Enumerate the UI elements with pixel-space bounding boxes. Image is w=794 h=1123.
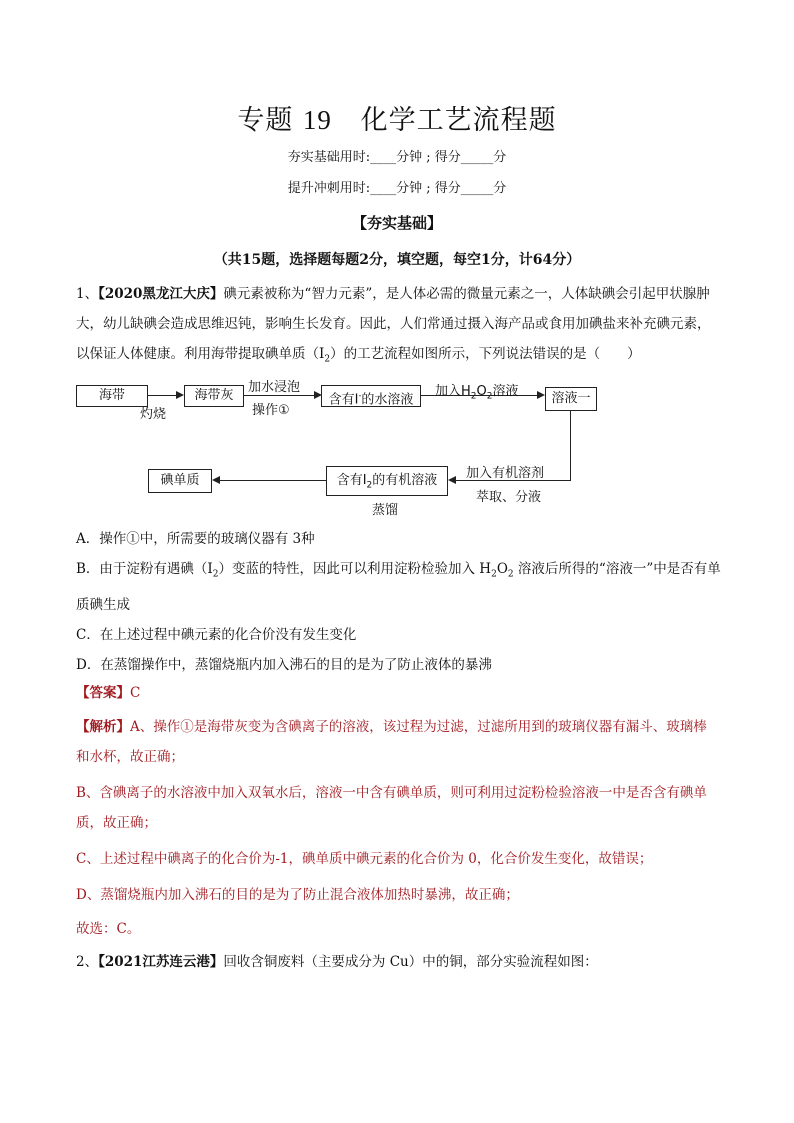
page-title bbox=[0, 98, 794, 137]
option-c: C．在上述过程中碘元素的化合价没有发生变化 bbox=[76, 626, 357, 643]
flow-label-ash: 灼烧 bbox=[140, 407, 167, 422]
q1-stem-l3-sub: 2 bbox=[324, 354, 331, 365]
flow-arrowhead-4 bbox=[448, 476, 456, 484]
analysis-a-line2: 和水杯，故正确； bbox=[76, 749, 184, 765]
q2-stem bbox=[76, 947, 726, 977]
box5-b: 的有机溶液 bbox=[372, 473, 438, 488]
q1-stem-text1: 碘元素被称为“智力元素”，是人体必需的微量元素之一，人体缺碘会引起甲状腺肿 bbox=[223, 286, 710, 302]
time-line-basic: 夯实基础用时:____分钟 ; 得分_____分 bbox=[287, 150, 507, 165]
box3-b: 的水溶液 bbox=[361, 392, 414, 408]
opt-b-s2: 2 bbox=[507, 569, 514, 580]
flow-label-extract: 萃取、分液 bbox=[476, 490, 542, 505]
box5-sub: 2 bbox=[366, 480, 373, 491]
q2-stem-text: 回收含铜废料（主要成分为 Cu）中的铜，部分实验流程如图： bbox=[223, 954, 598, 970]
opt-b-c: O bbox=[496, 561, 508, 577]
flow-box-solution-one: 溶液一 bbox=[545, 387, 597, 411]
analysis-tag: 【解析】 bbox=[76, 719, 130, 735]
flow-box-ash: 海带灰 bbox=[184, 385, 244, 407]
q1-stem-l3a: 以保证人体健康。利用海带提取碘单质（I bbox=[76, 346, 325, 362]
option-a: A．操作①中，所需要的玻璃仪器有 3种 bbox=[76, 531, 315, 547]
analysis-a-line1 bbox=[76, 712, 726, 742]
analysis-b-line2: 质，故正确； bbox=[76, 815, 157, 831]
q1-options bbox=[76, 524, 726, 680]
title-number: 19 bbox=[302, 105, 332, 135]
flow-box-seaweed: 海带 bbox=[76, 385, 148, 407]
q1-stem-line1 bbox=[76, 279, 726, 309]
q1-source: 【2020黑龙江大庆】 bbox=[98, 286, 224, 302]
analysis-c: C、上述过程中碘离子的化合价为-1，碘单质中碘元素的化合价为 0，化合价发生变化，故错误； bbox=[76, 851, 653, 867]
h2o2-s1: 2 bbox=[470, 391, 477, 402]
flow-arrowhead-5 bbox=[212, 476, 220, 484]
title-prefix: 专题 bbox=[237, 105, 294, 136]
q2-number: 2、 bbox=[76, 954, 99, 970]
option-d: D．在蒸馏操作中，蒸馏烧瓶内加入沸石的目的是为了防止液体的暴沸 bbox=[76, 656, 492, 673]
box5-a: 含有I bbox=[336, 473, 367, 488]
section-heading: 【夯实基础】 bbox=[351, 214, 442, 232]
q1-stem-l3b: ）的工艺流程如图所示，下列说法错误的是（ ） bbox=[330, 346, 641, 362]
h2o2-s2: 2 bbox=[486, 391, 493, 402]
flow-label-distill: 蒸馏 bbox=[372, 503, 399, 518]
time-line-advanced: 提升冲刺用时:____分钟 ; 得分_____分 bbox=[287, 181, 507, 196]
opt-b-d: 溶液后所得的“溶液一”中是否有单 bbox=[513, 561, 721, 577]
section-scoring: （共15题，选择题每题2分，填空题，每空1分，计64分） bbox=[213, 252, 581, 268]
flow-arrow-2 bbox=[244, 395, 316, 396]
flow-arrow-1 bbox=[148, 395, 178, 396]
flow-label-organic: 加入有机溶剂 bbox=[466, 466, 545, 481]
q1-number: 1、 bbox=[76, 286, 99, 302]
answer-tag: 【答案】 bbox=[76, 685, 130, 701]
flow-label-op1: 操作① bbox=[252, 403, 290, 418]
option-b bbox=[76, 554, 726, 590]
analysis-b-line1: B、含碘离子的水溶液中加入双氧水后，溶液一中含有碘单质，则可利用过淀粉检验溶液一中是否含有碘单 bbox=[76, 785, 707, 801]
title-main: 化学工艺流程题 bbox=[360, 105, 557, 136]
option-b-line2: 质碘生成 bbox=[76, 596, 130, 613]
analysis-a1: A、操作①是海带灰变为含碘离子的溶液，该过程为过滤，过滤所用到的玻璃仪器有漏斗、玻璃棒 bbox=[130, 719, 707, 735]
flow-label-soak: 加水浸泡 bbox=[248, 380, 301, 395]
flow-arrowhead-1 bbox=[176, 391, 184, 399]
opt-b-s1: 2 bbox=[491, 569, 497, 580]
opt-b-b: ）变蓝的特性，因此可以利用淀粉检验加入 H bbox=[218, 561, 492, 577]
answer-value: C bbox=[130, 685, 141, 701]
analysis-conclusion: 故选：C。 bbox=[76, 921, 141, 937]
flow-arrowhead-3 bbox=[537, 391, 545, 399]
flow-connector-down bbox=[570, 411, 571, 480]
flow-arrow-5 bbox=[218, 480, 326, 481]
box3-sup: - bbox=[358, 391, 362, 400]
q1-stem bbox=[76, 279, 726, 375]
flow-label-h2o2 bbox=[435, 380, 519, 402]
flow-box-organic-solution bbox=[326, 466, 448, 496]
h2o2-b: O bbox=[476, 384, 487, 399]
q1-stem-line3 bbox=[76, 339, 726, 375]
h2o2-c: 溶液 bbox=[492, 384, 519, 399]
q2-source: 【2021江苏连云港】 bbox=[98, 954, 224, 970]
q1-analysis bbox=[76, 712, 726, 944]
analysis-d: D、蒸馏烧瓶内加入沸石的目的是为了防止混合液体加热时暴沸，故正确； bbox=[76, 887, 519, 903]
q1-stem-line2: 大，幼儿缺碘会造成思维迟钝，影响生长发育。因此，人们常通过摄入海产品或食用加碘盐来补充碘元素， bbox=[76, 316, 711, 332]
opt-b-sub: 2 bbox=[212, 569, 219, 580]
flow-box-iodine: 碘单质 bbox=[148, 469, 212, 493]
flow-box-iodide-solution bbox=[321, 385, 421, 407]
opt-b-a: B．由于淀粉有遇碘（I bbox=[76, 561, 213, 577]
q1-answer bbox=[76, 678, 726, 708]
h2o2-a: 加入H bbox=[435, 384, 471, 399]
box3-a: 含有I bbox=[328, 392, 359, 408]
